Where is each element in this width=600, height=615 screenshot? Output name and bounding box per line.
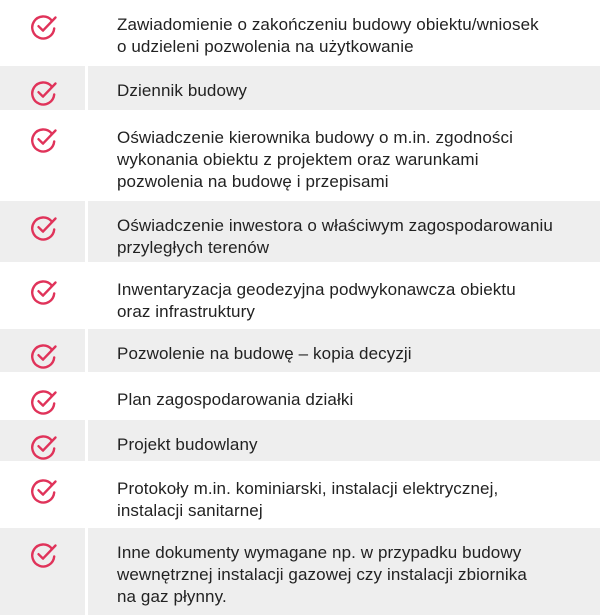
icon-cell xyxy=(0,113,88,198)
item-label: Pozwolenie na budowę – kopia decyzji xyxy=(117,344,412,363)
list-item-text xyxy=(88,66,600,110)
list-item-text xyxy=(88,0,600,63)
list-item-text xyxy=(88,265,600,326)
item-label: Oświadczenie kierownika budowy o m.in. zgodności wykonania obiektu z projektem oraz warunkami pozwolenia na budowę i przepisami xyxy=(117,128,513,191)
list-item-text xyxy=(88,375,600,417)
item-label: Inne dokumenty wymagane np. w przypadku budowy wewnętrznej instalacji gazowej czy instalacji zbiornika na gaz płynny. xyxy=(117,543,527,606)
icon-cell xyxy=(0,201,88,262)
item-label: Protokoły m.in. kominiarski, instalacji elektrycznej, instalacji sanitarnej xyxy=(117,479,499,520)
icon-cell xyxy=(0,528,88,615)
list-item xyxy=(0,375,600,420)
list-item xyxy=(0,528,600,615)
item-label: Dziennik budowy xyxy=(117,81,248,100)
item-label: Plan zagospodarowania działki xyxy=(117,390,354,409)
item-label: Inwentaryzacja geodezyjna podwykonawcza obiektu oraz infrastruktury xyxy=(117,280,516,321)
list-item xyxy=(0,329,600,375)
icon-cell xyxy=(0,329,88,372)
item-label: Projekt budowlany xyxy=(117,435,258,454)
list-item xyxy=(0,0,600,66)
item-label: Zawiadomienie o zakończeniu budowy obiektu/wniosek o udzieleni pozwolenia na użytkowanie xyxy=(117,15,539,56)
icon-cell xyxy=(0,66,88,110)
list-item xyxy=(0,201,600,265)
list-item-text xyxy=(88,420,600,461)
list-item-text xyxy=(88,528,600,615)
icon-cell xyxy=(0,420,88,461)
list-item-text xyxy=(88,464,600,525)
list-item xyxy=(0,113,600,201)
list-item-text xyxy=(88,113,600,198)
icon-cell xyxy=(0,375,88,417)
list-item xyxy=(0,265,600,329)
list-item xyxy=(0,464,600,528)
list-item xyxy=(0,420,600,464)
list-item-text xyxy=(88,329,600,372)
icon-cell xyxy=(0,265,88,326)
list-item xyxy=(0,66,600,113)
list-item-text xyxy=(88,201,600,262)
icon-cell xyxy=(0,0,88,63)
item-label: Oświadczenie inwestora o właściwym zagospodarowaniu przyległych terenów xyxy=(117,216,553,257)
icon-cell xyxy=(0,464,88,525)
